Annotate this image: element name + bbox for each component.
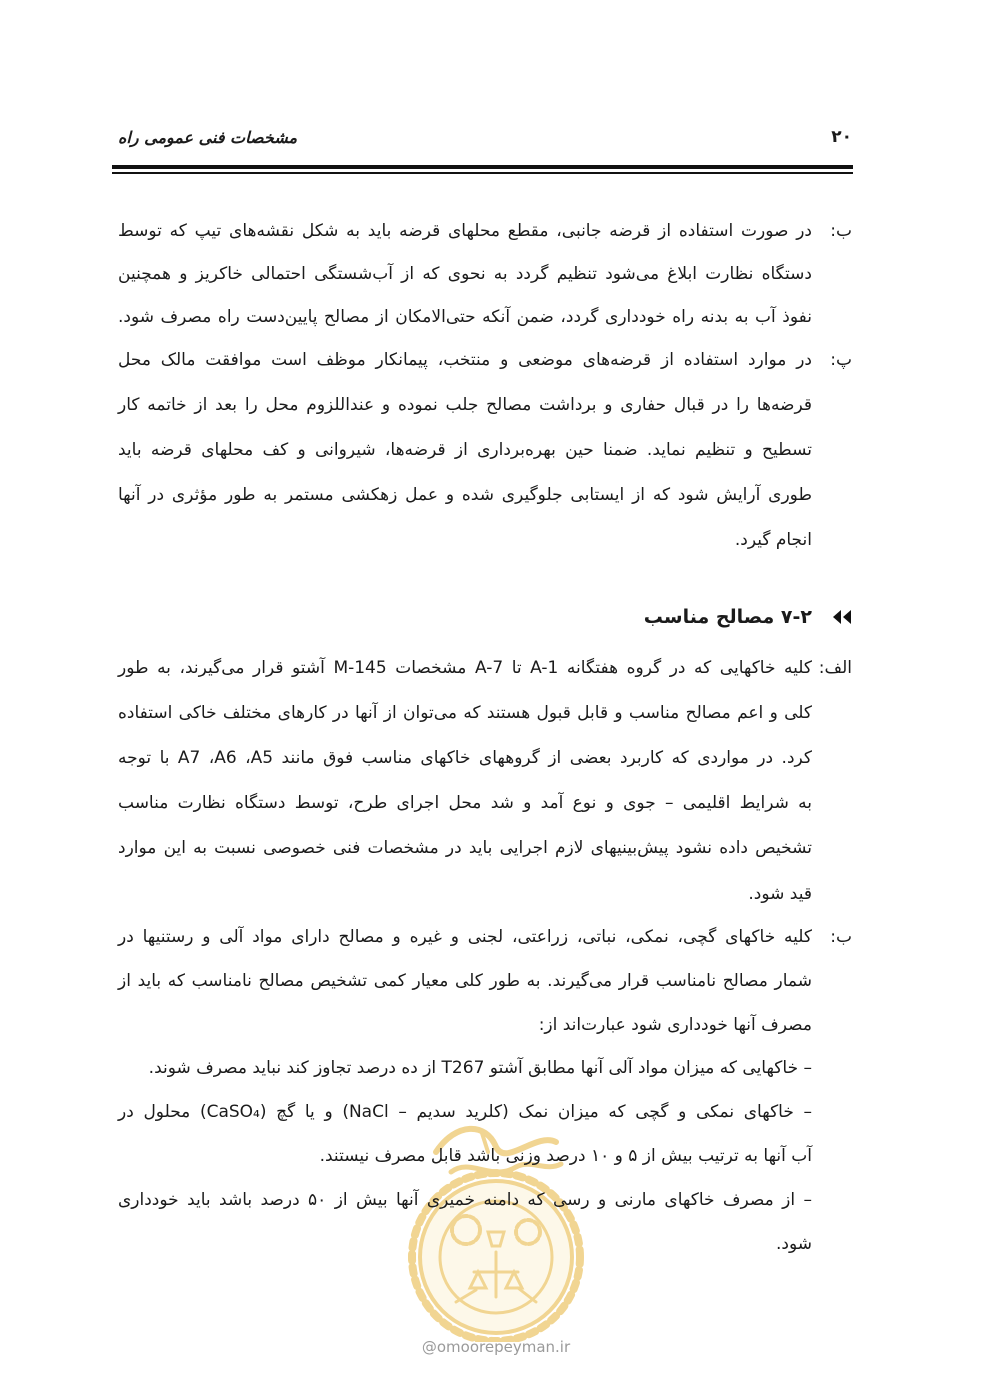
text-line: مصرف آنها خودداری شود عبارت‌اند از:: [538, 1014, 812, 1035]
page-number: ۲۰: [831, 127, 852, 147]
paragraph-b-unsuitable-materials: [118, 916, 852, 1266]
section-heading: [118, 599, 852, 635]
text-line: در صورت استفاده از قرضه جانبی، مقطع محلهای قرضه باید به شکل نقشه‌های تیپ که توسط: [118, 221, 812, 241]
dash-list-item: – از مصرف خاکهای مارنی و رسی که دامنه خمیری آنها بیش از ۵۰ درصد باشد باید خودداری: [118, 1189, 812, 1210]
text-line: کرد. در مواردی که کاربرد بعضی از گروههای خاکهای مناسب فوق مانند A5‏، A6‏، A7 با توجه: [118, 747, 813, 768]
paragraph-lines: [118, 646, 812, 917]
paragraph-alef-suitable-materials: [118, 646, 852, 917]
text-line: دستگاه نظارت ابلاغ می‌شود تنظیم گردد به نحوی که از آب‌شستگی احتمالی خاکریز و همچنین: [118, 264, 812, 284]
text-line: تشخیص داده نشود پیش‌بینیهای لازم اجرایی باید در مشخصات فنی خصوصی نسبت به این موارد: [118, 838, 812, 859]
item-label: الف:: [818, 657, 852, 678]
dash-list-item-continuation: شود.: [775, 1233, 812, 1254]
paragraph-lines: [118, 338, 812, 563]
header-rule-thin: [112, 172, 853, 174]
text-line: طوری آرایش شود که از ایستابی جلوگیری شده و عمل زهکشی مستمر به طور مؤثری در آنها: [118, 485, 812, 505]
paragraph-lines: [118, 916, 812, 1266]
text-line: نفوذ آب به بدنه راه خودداری گردد، ضمن آنکه حتی‌الامکان از مصالح پایین‌دست راه مصرف شود.: [118, 307, 812, 327]
item-label: ب:: [830, 927, 852, 947]
dash-list-item: – خاکهای نمکی و گچی که میزان نمک (کلرید سدیم – NaCl) و یا گچ (CaSO₄) محلول در: [118, 1102, 813, 1123]
item-label: پ:: [830, 350, 852, 370]
paragraph-p-local-borrow: [118, 338, 852, 563]
text-line: کلیه خاکهایی که در گروه هفتگانه A-1 تا A-7 مشخصات M-145 آشتو قرار می‌گیرند، به طور: [118, 657, 812, 678]
text-line: شمار مصالح نامناسب قرار می‌گیرند. به طور کلی معیار کمی تشخیص مصالح نامناسب که باید از: [118, 970, 812, 991]
double-left-triangle-icon: [832, 609, 852, 625]
text-line: در موارد استفاده از قرضه‌های موضعی و منتخب، پیمانکار موظف است موافقت مالک محل: [118, 350, 812, 370]
dash-list-item: – خاکهایی که میزان مواد آلی آنها مطابق آشتو T267 از ده درصد تجاوز کند نباید مصرف شوند.: [148, 1058, 812, 1079]
text-line: به شرایط اقلیمی – جوی و نوع آمد و شد محل اجرای طرح، توسط دستگاه نظارت مناسب: [118, 793, 812, 814]
dash-list-item-continuation: آب آنها به ترتیب بیش از ۵ و ۱۰ درصد وزنی باشد قابل مصرف نیستند.: [319, 1145, 812, 1166]
paragraph-lines: [118, 210, 812, 339]
text-line: کلیه خاکهای گچی، نمکی، نباتی، زراعتی، لجنی و غیره و مصالح دارای مواد آلی و رستنیها در: [118, 927, 812, 947]
text-line: تسطیح و تنظیم نماید. ضمنا حین بهره‌برداری از قرضه‌ها، شیروانی و کف محلهای قرضه باید: [118, 440, 812, 460]
item-label: ب:: [830, 221, 852, 241]
header-rule-thick: [112, 165, 853, 169]
text-line: قرضه‌ها را در قبال حفاری و برداشت مصالح جلب نموده و عنداللزوم محل را بعد از خاتمه کار: [118, 395, 812, 415]
text-line: انجام گیرد.: [734, 530, 812, 550]
running-header-title: مشخصات فنی عمومی راه: [118, 128, 298, 147]
text-line: کلی و اعم مصالح مناسب و قابل قبول هستند که می‌توان از آنها در کارهای مختلف خاکی استفاده: [118, 702, 812, 723]
watermark-site-text: @omoorepeyman.ir: [421, 1338, 571, 1356]
section-title: ۷-۲ مصالح مناسب: [643, 606, 812, 628]
text-line: قید شود.: [748, 883, 812, 904]
paragraph-b-lateral-borrow: [118, 210, 852, 339]
